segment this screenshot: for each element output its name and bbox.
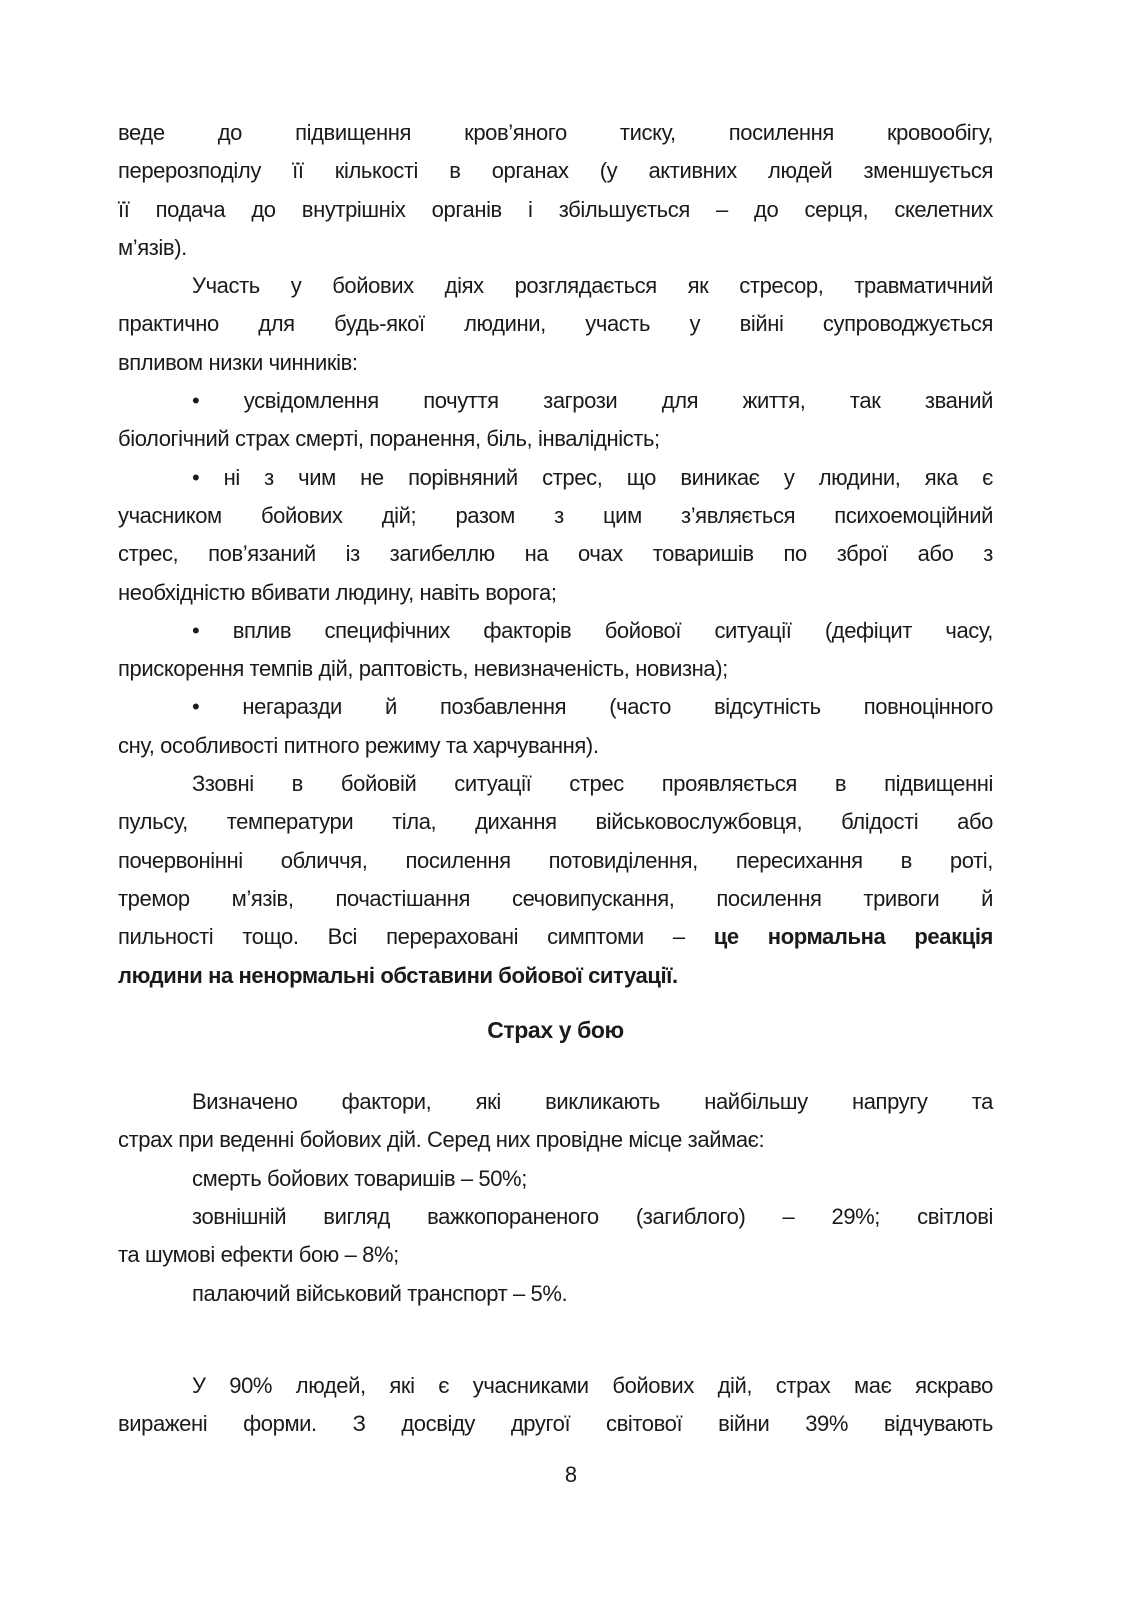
text-segment: пильності тощо. Всі перераховані симптоми – — [118, 924, 685, 950]
text-line: У 90% людей, які є учасниками бойових дій, страх має яскраво — [192, 1372, 993, 1398]
text-line: учасником бойових дій; разом з цим з’являється психоемоційний — [118, 502, 993, 528]
bullet-item — [118, 459, 993, 612]
text-line: • негаразди й позбавлення (часто відсутність повноцінного — [192, 694, 993, 720]
text-line: Участь у бойових діях розглядається як стресор, травматичний — [192, 273, 993, 299]
document-page — [118, 114, 993, 1444]
factor-item: палаючий військовий транспорт – 5%. — [192, 1280, 568, 1306]
text-line: біологічний страх смерті, поранення, біль, інвалідність; — [118, 426, 660, 452]
bold-text: це нормальна реакція — [713, 924, 993, 950]
paragraph-stress-symptoms — [118, 765, 993, 995]
section-heading: Страх у бою — [487, 1016, 624, 1043]
text-line: • вплив специфічних факторів бойової ситуації (дефіцит часу, — [192, 617, 993, 643]
text-line: її подача до внутрішніх органів і збільшується – до серця, скелетних — [118, 196, 993, 222]
text-line: впливом низки чинників: — [118, 349, 358, 375]
factor-item: смерть бойових товаришів – 50%; — [192, 1165, 527, 1191]
text-line: перерозподілу її кількості в органах (у активних людей зменшується — [118, 158, 993, 184]
text-line: виражені форми. З досвіду другої світової війни 39% відчувають — [118, 1411, 993, 1437]
text-line: почервонінні обличчя, посилення потовиділення, пересихання в роті, — [118, 847, 993, 873]
text-line: м’язів). — [118, 234, 187, 260]
text-line: Визначено фактори, які викликають найбільшу напругу та — [192, 1089, 993, 1115]
spacer — [118, 1313, 993, 1367]
bullet-item — [118, 688, 993, 765]
text-line: необхідністю вбивати людину, навіть ворога; — [118, 579, 557, 605]
text-line: практично для будь-якої людини, участь у війні супроводжується — [118, 311, 993, 337]
bold-text-line: людини на ненормальні обставини бойової ситуації. — [118, 962, 678, 988]
bullet-item — [118, 612, 993, 689]
text-line: та шумові ефекти бою – 8%; — [118, 1242, 399, 1268]
text-line: стрес, пов’язаний із загибеллю на очах товаришів по зброї або з — [118, 541, 993, 567]
text-line: • ні з чим не порівняний стрес, що виникає у людини, яка є — [192, 464, 993, 490]
factor-item: зовнішній вигляд важкопораненого (загиблого) – 29%; світлові — [192, 1204, 993, 1230]
paragraph-fear-forms — [118, 1367, 993, 1444]
paragraph-combat-participation — [118, 267, 993, 382]
text-line: • усвідомлення почуття загрози для життя, так званий — [192, 388, 993, 414]
text-line: веде до підвищення кров’яного тиску, посилення кровообігу, — [118, 120, 993, 145]
paragraph-fear-factors — [118, 1083, 993, 1313]
text-line: тремор м’язів, почастішання сечовипускання, посилення тривоги й — [118, 885, 993, 911]
page-number: 8 — [564, 1462, 578, 1487]
text-line: прискорення темпів дій, раптовість, невизначеність, новизна); — [118, 656, 728, 682]
paragraph-blood-pressure — [118, 114, 993, 267]
text-line: пульсу, температури тіла, дихання військовослужбовця, блідості або — [118, 809, 993, 835]
text-line: сну, особливості питного режиму та харчування). — [118, 732, 599, 758]
text-line: страх при веденні бойових дій. Серед них провідне місце займає: — [118, 1127, 765, 1153]
bullet-item — [118, 382, 993, 459]
text-line — [118, 918, 993, 956]
text-line: Ззовні в бойовій ситуації стрес проявляється в підвищенні — [192, 771, 993, 797]
